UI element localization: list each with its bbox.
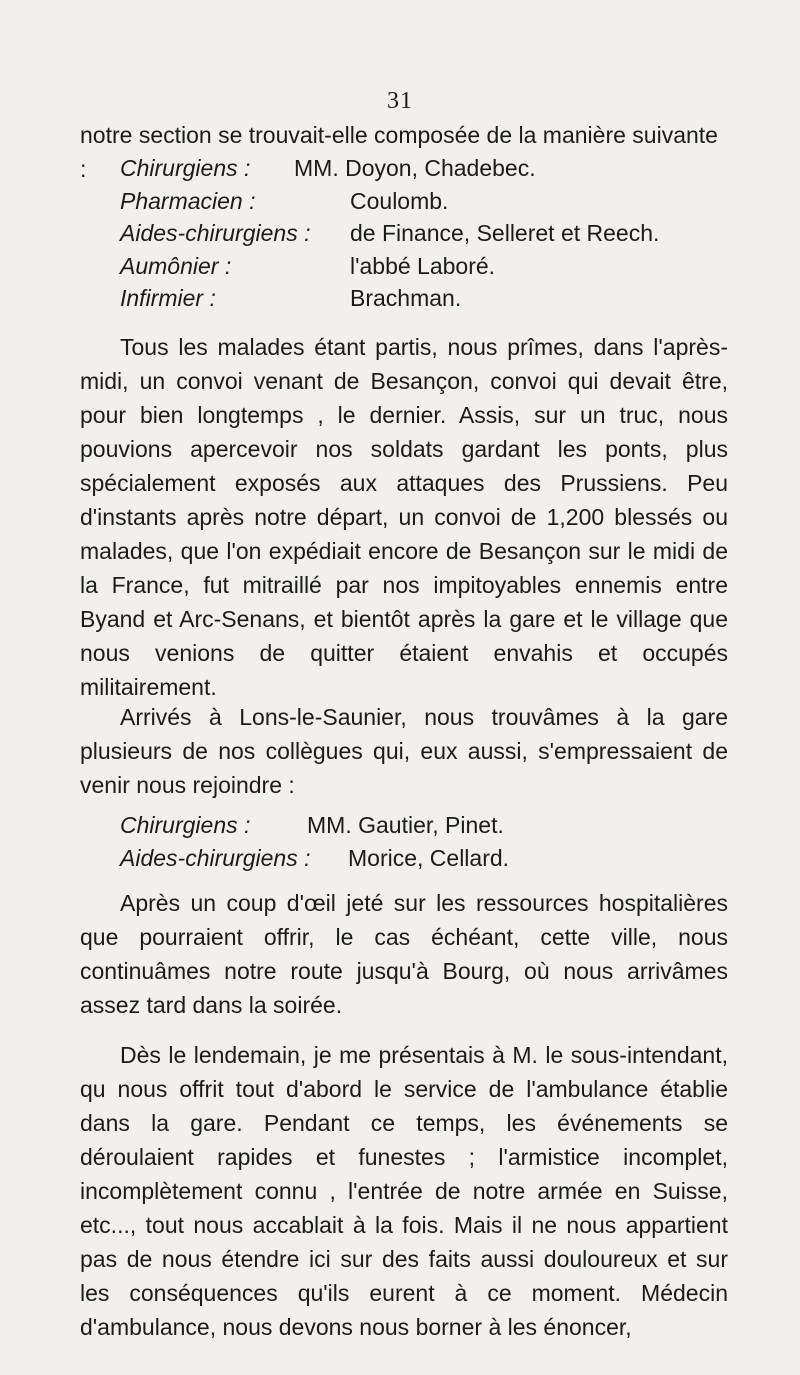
staff-roster-1 xyxy=(120,152,660,315)
roster-role: Aides-chirurgiens : xyxy=(120,845,311,871)
roster-role: Aides-chirurgiens : xyxy=(120,220,311,246)
page-number: 31 xyxy=(387,88,413,114)
roster-names: Morice, Cellard. xyxy=(348,845,510,871)
paragraph: Arrivés à Lons-le-Saunier, nous trouvâmes à la gare plusieurs de nos collègues qui, eux aussi, s'empressaient de venir nous rejoindre : xyxy=(80,704,728,798)
roster-row xyxy=(120,809,504,842)
roster-role: Chirurgiens : xyxy=(120,812,251,838)
roster-row xyxy=(120,152,536,185)
roster-names: de Finance, Selleret et Reech. xyxy=(350,220,660,246)
roster-row xyxy=(120,842,510,875)
roster-row xyxy=(120,217,660,250)
roster-role: Infirmier : xyxy=(120,285,216,311)
roster-names: MM. Gautier, Pinet. xyxy=(307,812,504,838)
roster-role: Aumônier : xyxy=(120,252,232,279)
roster-names: Coulomb. xyxy=(350,187,449,214)
roster-names: l'abbé Laboré. xyxy=(350,252,496,279)
paragraph: Dès le lendemain, je me présentais à M. le sous-intendant, qu nous offrit tout d'abord le service de l'ambulance établie dans la gare. Pendant ce temps, les événements se déroulaient rapides et funestes ; l'armistice incomplet, incomplètement connu , l'entrée de notre armée en Suisse, etc..., tout nous accablait à la fois. Mais il ne nous appartient pas de nous étendre ici sur des faits aussi douloureux et sur les conséquences qu'ils eurent à ce moment. Médecin d'ambulance, nous devons nous borner à les énoncer, xyxy=(80,1042,728,1340)
roster-role: Pharmacien : xyxy=(120,187,256,214)
staff-roster-2 xyxy=(120,809,510,875)
roster-row xyxy=(120,185,449,218)
roster-row xyxy=(120,250,496,283)
paragraph: Après un coup d'œil jeté sur les ressources hospitalières que pourraient offrir, le cas échéant, cette ville, nous continuâmes notre route jusqu'à Bourg, où nous arrivâmes assez tard dans la soirée. xyxy=(80,890,728,1018)
roster-role: Chirurgiens : xyxy=(120,155,251,181)
paragraph: Tous les malades étant partis, nous prîmes, dans l'après-midi, un convoi venant de Besançon, convoi qui devait être, pour bien longtemps , le dernier. Assis, sur un truc, nous pouvions apercevoir nos soldats gardant les ponts, plus spécialement exposés aux attaques des Prussiens. Peu d'instants après notre départ, un convoi de 1,200 blessés ou malades, que l'on expédiait encore de Besançon sur le midi de la France, fut mitraillé par nos impitoyables ennemis entre Byand et Arc-Senans, et bientôt après la gare et le village que nous venions de quitter étaient envahis et occupés militairement. xyxy=(80,334,728,700)
roster-row xyxy=(120,282,462,315)
intro-line: notre section se trouvait-elle composée de la manière suivante : xyxy=(80,122,718,182)
roster-names: MM. Doyon, Chadebec. xyxy=(294,155,536,181)
roster-names: Brachman. xyxy=(350,285,462,311)
